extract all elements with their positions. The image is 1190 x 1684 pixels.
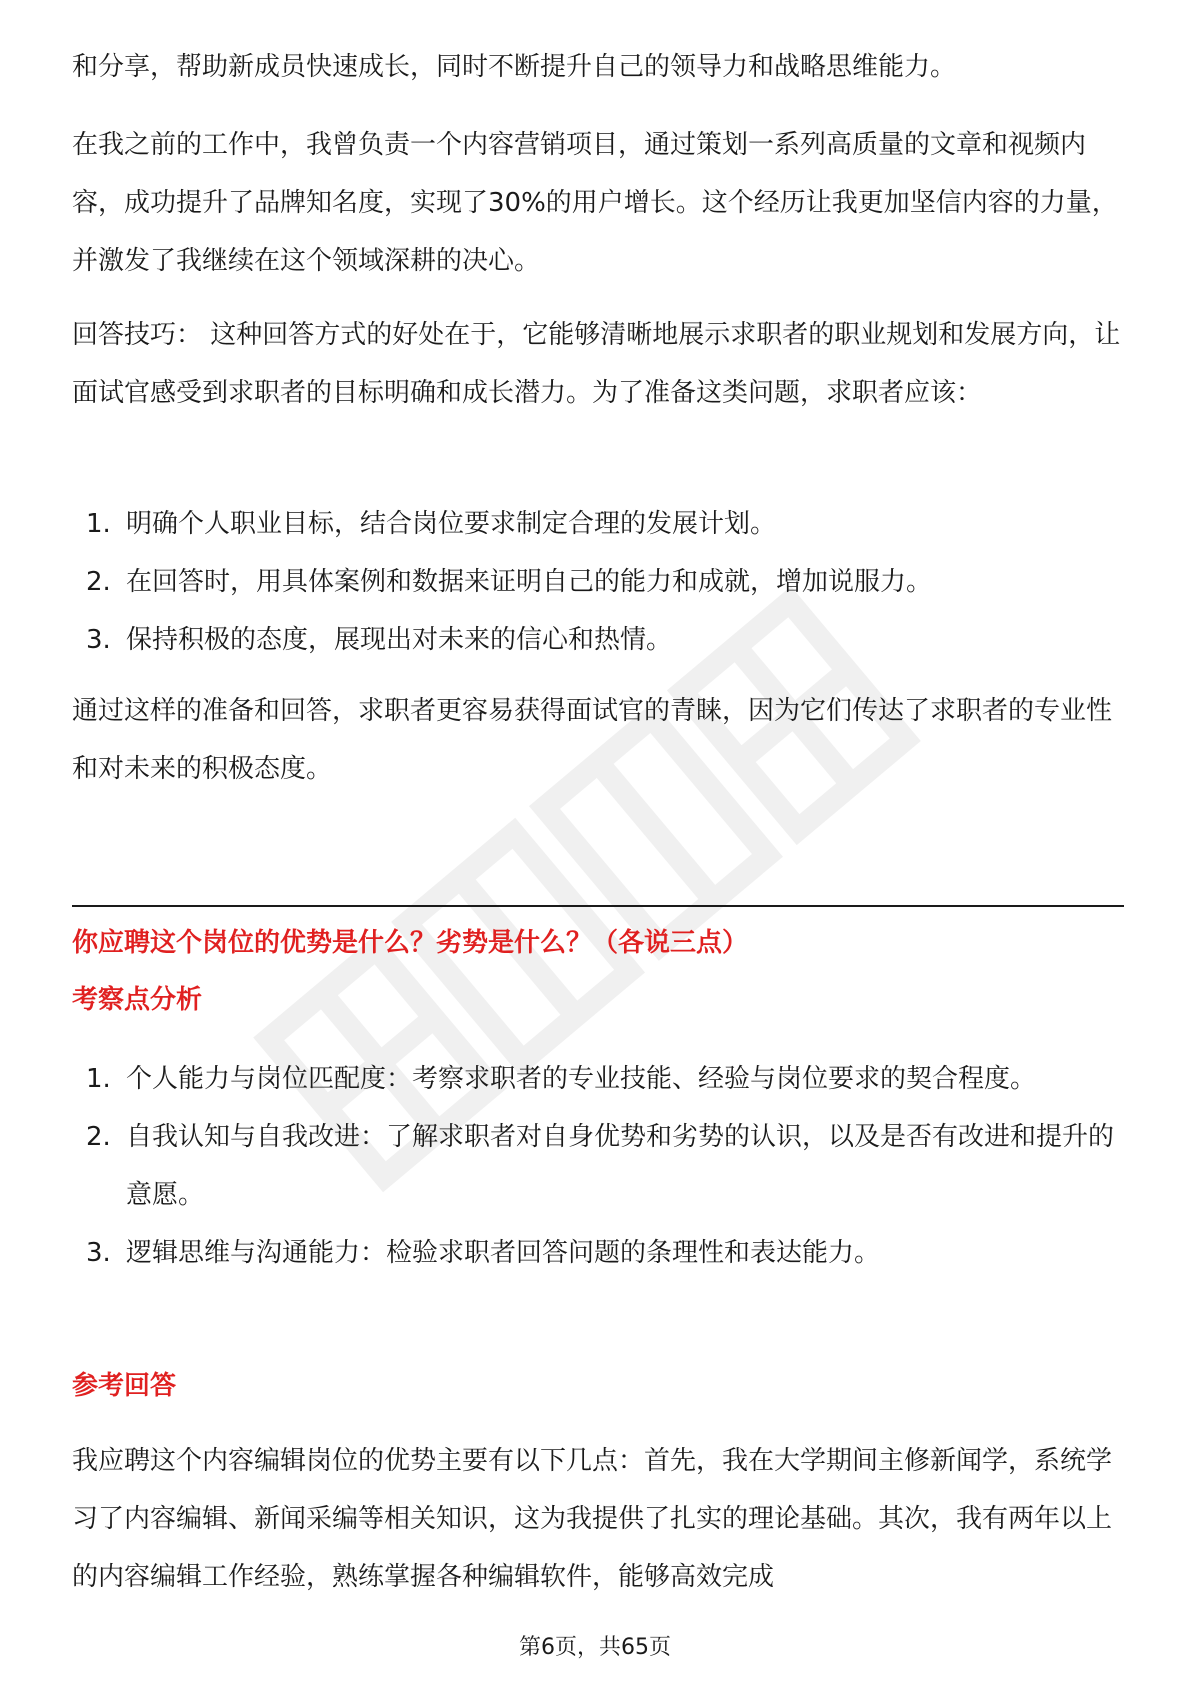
list-item-text: 个人能力与岗位匹配度：考察求职者的专业技能、经验与岗位要求的契合程度。 bbox=[126, 1064, 1037, 1094]
list-number: 3. bbox=[86, 625, 111, 655]
paragraph-reference-answer: 我应聘这个内容编辑岗位的优势主要有以下几点：首先，我在大学期间主修新闻学，系统学习了内容编辑、新闻采编等相关知识，这为我提供了扎实的理论基础。其次，我有两年以上的内容编辑工作经验，熟练掌握各种编辑软件，能够高效完成 bbox=[72, 1446, 1113, 1592]
page-footer: 第6页，共65页 bbox=[519, 1635, 671, 1660]
list-item-text: 在回答时，用具体案例和数据来证明自己的能力和成就，增加说服力。 bbox=[126, 567, 933, 597]
list-item-text: 明确个人职业目标，结合岗位要求制定合理的发展计划。 bbox=[126, 509, 777, 539]
paragraph-conclusion: 通过这样的准备和回答，求职者更容易获得面试官的青睐，因为它们传达了求职者的专业性和对未来的积极态度。 bbox=[72, 696, 1113, 784]
list-item bbox=[72, 553, 1122, 611]
list-item bbox=[72, 495, 1122, 553]
section-divider bbox=[72, 905, 1124, 907]
question-title: 你应聘这个岗位的优势是什么？劣势是什么？（各说三点） bbox=[72, 928, 749, 958]
answer-heading: 参考回答 bbox=[72, 1371, 177, 1401]
list-item-text: 逻辑思维与沟通能力：检验求职者回答问题的条理性和表达能力。 bbox=[126, 1238, 881, 1268]
paragraph-leadership: 和分享，帮助新成员快速成长，同时不断提升自己的领导力和战略思维能力。 bbox=[72, 52, 957, 82]
list-item bbox=[72, 611, 1122, 669]
list-item-text: 保持积极的态度，展现出对未来的信心和热情。 bbox=[126, 625, 673, 655]
paragraph-answer-tips: 回答技巧： 这种回答方式的好处在于，它能够清晰地展示求职者的职业规划和发展方向，让面试官感受到求职者的目标明确和成长潜力。为了准备这类问题，求职者应该： bbox=[72, 320, 1121, 408]
list-number: 3. bbox=[86, 1238, 111, 1268]
list-number: 2. bbox=[86, 567, 111, 597]
list-item bbox=[72, 1224, 1122, 1282]
analysis-list bbox=[72, 1050, 1122, 1282]
list-number: 1. bbox=[86, 1064, 111, 1094]
list-number: 1. bbox=[86, 509, 111, 539]
list-item bbox=[72, 1050, 1122, 1108]
list-item-text: 自我认知与自我改进：了解求职者对自身优势和劣势的认识，以及是否有改进和提升的意愿。 bbox=[126, 1122, 1115, 1210]
list-item bbox=[72, 1108, 1122, 1224]
analysis-heading: 考察点分析 bbox=[72, 985, 203, 1015]
tips-list bbox=[72, 495, 1122, 669]
list-number: 2. bbox=[86, 1122, 111, 1152]
paragraph-experience: 在我之前的工作中，我曾负责一个内容营销项目，通过策划一系列高质量的文章和视频内容，成功提升了品牌知名度，实现了30%的用户增长。这个经历让我更加坚信内容的力量，并激发了我继续在这个领域深耕的决心。 bbox=[72, 130, 1118, 276]
